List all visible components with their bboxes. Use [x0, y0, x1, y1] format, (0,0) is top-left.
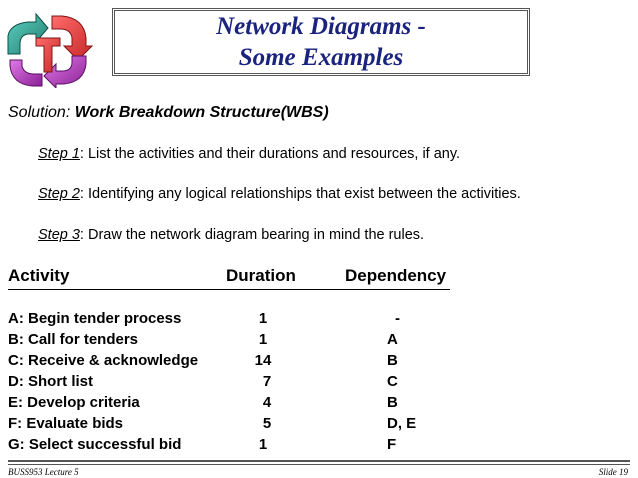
table-row — [0, 310, 638, 330]
logo-icon — [2, 10, 94, 88]
dependency-cell: D, E — [387, 415, 417, 432]
dependency-cell: A — [387, 331, 398, 348]
duration-cell: 1 — [258, 310, 268, 327]
table-row — [0, 331, 638, 351]
table-row — [0, 394, 638, 414]
dependency-cell: - — [395, 310, 400, 327]
table-row — [0, 436, 638, 456]
table-row — [0, 373, 638, 393]
header-activity: Activity — [8, 266, 70, 285]
step-3-label: Step 3 — [38, 227, 80, 243]
step-1-label: Step 1 — [38, 146, 80, 162]
slide-title-line2: Some Examples — [238, 44, 404, 71]
activity-cell: D: Short list — [8, 373, 93, 390]
dependency-cell: B — [387, 394, 398, 411]
step-1-text: : List the activities and their durations and resources, if any. — [79, 146, 461, 162]
duration-cell: 14 — [254, 352, 272, 369]
duration-cell: 5 — [262, 415, 272, 432]
activity-cell: B: Call for tenders — [8, 331, 139, 348]
step-3-text: : Draw the network diagram bearing in mind the rules. — [79, 227, 425, 243]
footer-course: BUSS953 Lecture 5 — [8, 467, 79, 477]
solution-heading — [8, 104, 329, 122]
duration-cell: 1 — [258, 436, 268, 453]
header-underline — [8, 289, 450, 290]
dependency-cell: F — [387, 436, 397, 453]
activity-cell: F: Evaluate bids — [8, 415, 124, 432]
step-2-label: Step 2 — [38, 186, 80, 202]
footer-slide-number: Slide 19 — [598, 467, 628, 477]
step-2-text: : Identifying any logical relationships that exist between the activities. — [79, 186, 521, 202]
table-row — [0, 415, 638, 435]
header-dependency: Dependency — [345, 266, 447, 285]
header-duration: Duration — [226, 266, 296, 285]
slide-title-line1: Network Diagrams - — [216, 13, 426, 40]
step-3 — [38, 227, 424, 243]
duration-cell: 7 — [262, 373, 272, 390]
solution-label: Work Breakdown Structure(WBS) — [74, 104, 329, 121]
solution-prefix: Solution: — [8, 104, 75, 121]
title-box — [112, 8, 530, 76]
activity-cell: C: Receive & acknowledge — [8, 352, 199, 369]
dependency-cell: B — [387, 352, 398, 369]
activity-cell: G: Select successful bid — [8, 436, 182, 453]
footer-divider-thin — [8, 464, 630, 465]
duration-cell: 1 — [258, 331, 268, 348]
activity-cell: A: Begin tender process — [8, 310, 182, 327]
dependency-cell: C — [387, 373, 398, 390]
footer-divider — [8, 460, 630, 462]
step-2 — [38, 186, 521, 202]
activity-cell: E: Develop criteria — [8, 394, 140, 411]
duration-cell: 4 — [262, 394, 272, 411]
step-1 — [38, 146, 460, 162]
table-row — [0, 352, 638, 372]
